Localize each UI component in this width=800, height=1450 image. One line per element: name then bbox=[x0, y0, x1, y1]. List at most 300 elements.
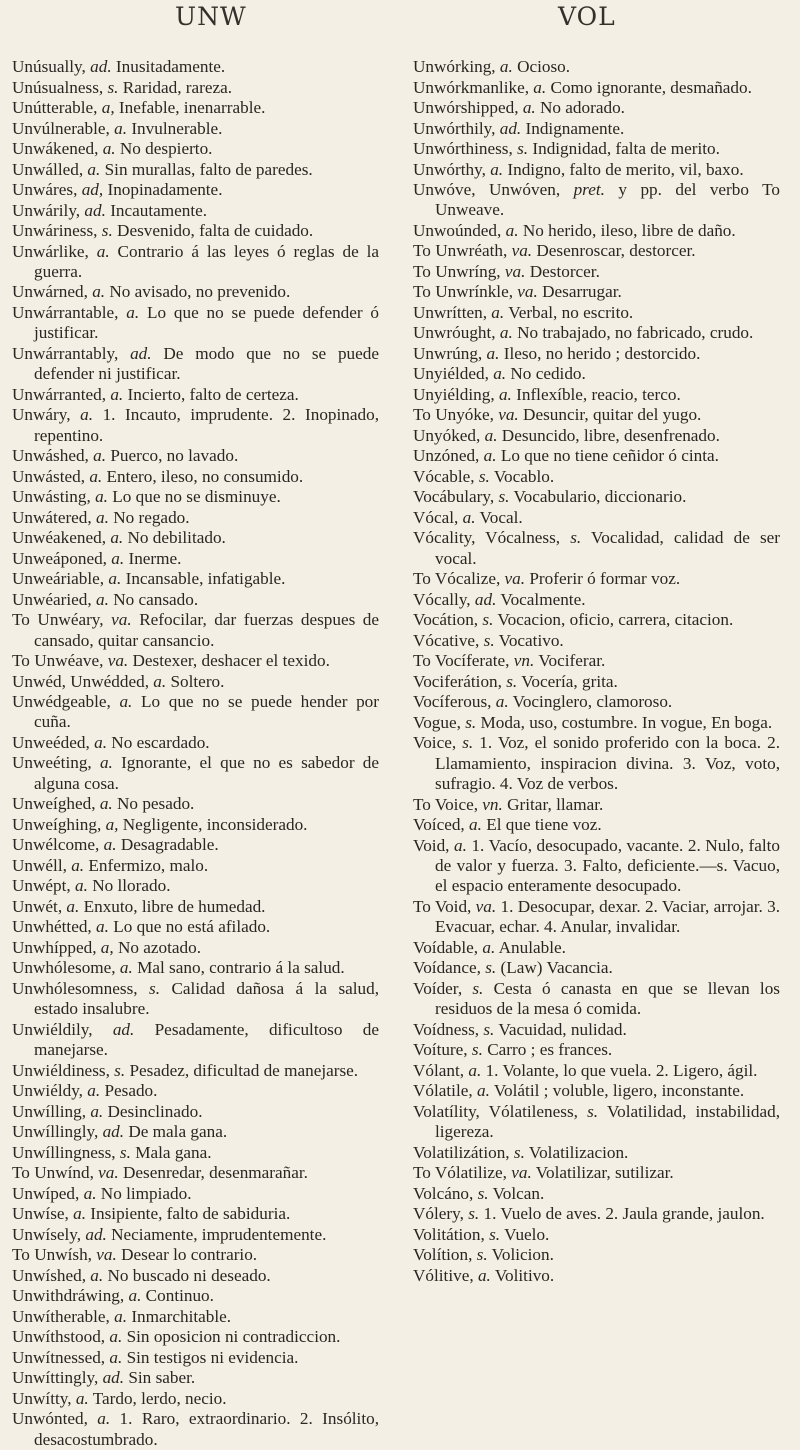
entry-part-of-speech: a. bbox=[495, 692, 509, 712]
entry-part-of-speech: a. bbox=[126, 302, 140, 322]
entry-definition: No escardado. bbox=[111, 732, 210, 752]
entry-part-of-speech: a. bbox=[102, 139, 116, 158]
dictionary-entry bbox=[12, 1245, 379, 1265]
entry-part-of-speech: a. bbox=[93, 446, 107, 466]
entry-definition: Vacuidad, nulidad. bbox=[498, 1019, 627, 1039]
entry-headword: Voídable, bbox=[413, 937, 479, 957]
entry-headword: Unwásting, bbox=[12, 487, 91, 507]
entry-headword: Unwélcome, bbox=[12, 835, 100, 855]
entry-part-of-speech: a. bbox=[477, 1265, 491, 1285]
entry-part-of-speech: a. bbox=[476, 1081, 490, 1101]
dictionary-entry bbox=[12, 1102, 379, 1122]
entry-headword: Vócally, bbox=[413, 589, 471, 609]
entry-definition: Volatilidad, instabilidad, ligereza. bbox=[435, 1101, 781, 1142]
entry-headword: Unútterable, bbox=[12, 98, 98, 117]
dictionary-entry bbox=[413, 590, 780, 610]
entry-headword: Unúsualness, bbox=[12, 77, 104, 97]
entry-headword: Unwónted, bbox=[12, 1409, 88, 1429]
dictionary-entry bbox=[12, 1143, 379, 1163]
entry-definition: Vocabulario, diccionario. bbox=[513, 487, 687, 507]
dictionary-entry bbox=[12, 1286, 379, 1306]
entry-headword: Unweíghed, bbox=[12, 794, 96, 814]
entry-part-of-speech: a. bbox=[83, 1183, 97, 1203]
dictionary-entry bbox=[12, 160, 379, 180]
entry-headword: Volatilizátion, bbox=[413, 1142, 510, 1162]
dictionary-entry bbox=[12, 528, 379, 548]
entry-part-of-speech: va. bbox=[504, 261, 526, 281]
entry-definition: Verbal, no escrito. bbox=[508, 302, 634, 322]
entry-definition: No avisado, no prevenido. bbox=[109, 282, 291, 302]
entry-headword: Vólant, bbox=[413, 1060, 465, 1080]
entry-part-of-speech: ad. bbox=[84, 200, 106, 220]
entry-headword: Unwrítten, bbox=[413, 302, 487, 322]
entry-headword: Unwhólesomness, bbox=[12, 978, 138, 998]
entry-part-of-speech: a. bbox=[468, 1060, 482, 1080]
entry-headword: Volítion, bbox=[413, 1245, 473, 1265]
entry-definition: Volicion. bbox=[491, 1245, 554, 1265]
entry-headword: To Unwéave, bbox=[12, 651, 104, 671]
dictionary-entry bbox=[413, 119, 780, 139]
entry-headword: Unwéd, Unwédded, bbox=[12, 671, 149, 691]
entry-definition: Lo que no se disminuye. bbox=[112, 487, 281, 507]
dictionary-entry bbox=[413, 1040, 780, 1060]
entry-headword: Unwíllingness, bbox=[12, 1142, 116, 1162]
entry-definition: Lo que no tiene ceñidor ó cinta. bbox=[500, 446, 719, 466]
entry-part-of-speech: va. bbox=[511, 1163, 532, 1183]
dictionary-entry bbox=[413, 672, 780, 692]
entry-part-of-speech: s. bbox=[477, 1183, 489, 1203]
entry-headword: Unyóked, bbox=[413, 425, 481, 445]
dictionary-entry bbox=[413, 221, 780, 241]
entry-part-of-speech: a. bbox=[75, 1388, 89, 1408]
entry-definition: Enfermizo, malo. bbox=[88, 855, 209, 875]
entry-part-of-speech: ad. bbox=[85, 1224, 107, 1244]
entry-part-of-speech: va. bbox=[107, 651, 129, 671]
entry-part-of-speech: a. bbox=[114, 1306, 128, 1326]
entry-definition: Entero, ileso, no consumido. bbox=[106, 466, 304, 486]
entry-definition: El que tiene voz. bbox=[486, 815, 602, 835]
dictionary-entry bbox=[12, 508, 379, 528]
dictionary-entry bbox=[413, 1266, 780, 1286]
entry-definition: Contrario á las leyes ó reglas de la guerra. bbox=[34, 241, 380, 281]
entry-definition: No cedido. bbox=[510, 364, 586, 384]
entry-definition: Neciamente, imprudentemente. bbox=[111, 1224, 327, 1244]
dictionary-entry bbox=[12, 282, 379, 302]
entry-headword: Vólitive, bbox=[413, 1265, 474, 1285]
entry-part-of-speech: s. bbox=[517, 139, 529, 158]
entry-definition: Indignidad, falta de merito. bbox=[532, 139, 720, 158]
entry-part-of-speech: s. bbox=[462, 733, 474, 753]
entry-headword: Unwróught, bbox=[413, 323, 496, 343]
entry-headword: Unwhípped, bbox=[12, 937, 97, 957]
entry-part-of-speech: a. bbox=[87, 1081, 101, 1101]
entry-headword: Unwárrantably, bbox=[12, 343, 119, 363]
entry-headword: Unwéakened, bbox=[12, 528, 107, 548]
dictionary-entry bbox=[413, 815, 780, 835]
entry-part-of-speech: s. bbox=[483, 1019, 495, 1039]
entry-definition: Lo que no se puede defender ó justificar. bbox=[34, 302, 380, 343]
entry-part-of-speech: vn. bbox=[513, 651, 535, 671]
entry-headword: Unwásted, bbox=[12, 466, 86, 486]
entry-definition: Vuelo. bbox=[504, 1224, 550, 1244]
entry-part-of-speech: ad, bbox=[81, 180, 104, 199]
entry-part-of-speech: s. bbox=[506, 671, 518, 691]
entry-definition: Destexer, deshacer el texido. bbox=[132, 651, 330, 671]
entry-headword: To Vócalize, bbox=[413, 569, 501, 589]
dictionary-entry bbox=[12, 139, 379, 159]
entry-part-of-speech: a. bbox=[90, 1101, 104, 1121]
entry-definition: Vociferar. bbox=[538, 651, 606, 671]
entry-part-of-speech: ad. bbox=[90, 57, 112, 76]
entry-definition: Calidad dañosa á la salud, estado insalubre. bbox=[34, 978, 380, 1019]
dictionary-entry bbox=[413, 733, 780, 794]
dictionary-entry bbox=[12, 303, 379, 344]
entry-definition: Sin testigos ni evidencia. bbox=[126, 1347, 299, 1367]
entry-headword: Unzóned, bbox=[413, 446, 480, 466]
entry-definition: Enxuto, libre de humedad. bbox=[83, 896, 266, 916]
entry-headword: Void, bbox=[413, 835, 450, 855]
entry-part-of-speech: s. bbox=[114, 1060, 126, 1080]
entry-headword: Vocíferous, bbox=[413, 692, 492, 712]
dictionary-entry bbox=[413, 282, 780, 302]
dictionary-entry bbox=[12, 897, 379, 917]
entry-definition: Carro ; es frances. bbox=[487, 1040, 613, 1060]
dictionary-entry bbox=[413, 446, 780, 466]
entry-part-of-speech: va. bbox=[504, 569, 526, 589]
entry-definition: No trabajado, no fabricado, crudo. bbox=[517, 323, 754, 343]
entry-part-of-speech: s. bbox=[119, 1142, 131, 1162]
entry-definition: 1. Vacío, desocupado, vacante. 2. Nulo, falto de valor y fuerza. 3. Falto, deficiente.—s. Vacuo, el espacio enteramente desocupado. bbox=[435, 835, 780, 896]
dictionary-entry bbox=[413, 1020, 780, 1040]
dictionary-entry bbox=[12, 1225, 379, 1245]
entry-part-of-speech: a. bbox=[73, 1204, 86, 1224]
entry-definition: Sin oposicion ni contradiccion. bbox=[126, 1327, 341, 1347]
dictionary-entry bbox=[413, 1204, 780, 1224]
entry-headword: Unwoúnded, bbox=[413, 220, 502, 240]
entry-headword: Vócative, bbox=[413, 630, 480, 650]
entry-headword: Unweéded, bbox=[12, 732, 90, 752]
entry-definition: Vocinglero, clamoroso. bbox=[512, 692, 673, 712]
entry-definition: Inflexíble, reacio, terco. bbox=[516, 384, 681, 404]
dictionary-entry bbox=[12, 1204, 379, 1224]
entry-headword: To Vocíferate, bbox=[413, 651, 510, 671]
entry-headword: Voídness, bbox=[413, 1019, 480, 1039]
entry-part-of-speech: ad. bbox=[499, 118, 522, 138]
entry-part-of-speech: a. bbox=[128, 1286, 142, 1306]
entry-part-of-speech: a. bbox=[119, 958, 133, 978]
entry-definition: Volitivo. bbox=[494, 1265, 555, 1285]
entry-headword: Unwéll, bbox=[12, 855, 67, 875]
entry-part-of-speech: a. bbox=[499, 57, 513, 76]
entry-definition: Proferir ó formar voz. bbox=[529, 569, 681, 589]
entry-headword: To Unwísh, bbox=[12, 1245, 92, 1265]
entry-headword: Unwáres, bbox=[12, 180, 78, 199]
entry-headword: Vócal, bbox=[413, 507, 459, 527]
entry-headword: Unwéaried, bbox=[12, 589, 92, 609]
entry-definition: Tardo, lerdo, necio. bbox=[92, 1388, 227, 1408]
entry-definition: Ocioso. bbox=[517, 57, 571, 76]
entry-part-of-speech: ad. bbox=[130, 343, 152, 363]
entry-definition: No herido, ileso, libre de daño. bbox=[522, 220, 736, 240]
dictionary-entry bbox=[12, 385, 379, 405]
dictionary-entry bbox=[12, 467, 379, 487]
entry-headword: Unweíghing, bbox=[12, 814, 102, 834]
entry-headword: Vócable, bbox=[413, 466, 475, 486]
entry-definition: Inusitadamente. bbox=[115, 57, 226, 76]
page-header bbox=[0, 2, 800, 52]
right-column bbox=[413, 57, 780, 1286]
left-column bbox=[12, 57, 379, 1450]
entry-part-of-speech: ad. bbox=[102, 1122, 125, 1142]
dictionary-entry bbox=[12, 917, 379, 937]
entry-headword: Unwárrantable, bbox=[12, 302, 119, 322]
dictionary-entry bbox=[413, 651, 780, 671]
entry-part-of-speech: s. bbox=[472, 978, 484, 998]
entry-definition: No debilitado. bbox=[127, 528, 226, 548]
dictionary-entry bbox=[413, 57, 780, 77]
entry-headword: Unweáriable, bbox=[12, 569, 105, 589]
entry-part-of-speech: vn. bbox=[482, 794, 503, 814]
entry-headword: Vocátion, bbox=[413, 610, 479, 630]
dictionary-entry bbox=[12, 958, 379, 978]
entry-part-of-speech: a. bbox=[94, 732, 107, 752]
entry-part-of-speech: s. bbox=[107, 77, 119, 97]
entry-part-of-speech: a. bbox=[103, 835, 117, 855]
entry-headword: Unwóve, Unwóven, bbox=[413, 180, 561, 199]
entry-definition: 1. Raro, extraordinario. 2. Insólito, desacostumbrado. bbox=[34, 1409, 379, 1449]
dictionary-entry bbox=[12, 753, 379, 794]
dictionary-entry bbox=[12, 1307, 379, 1327]
entry-part-of-speech: a. bbox=[505, 220, 519, 240]
entry-definition: 1. Vuelo de aves. 2. Jaula grande, jaulon. bbox=[483, 1204, 765, 1224]
entry-headword: Unwíttingly, bbox=[12, 1368, 99, 1388]
entry-headword: Unwálled, bbox=[12, 159, 84, 179]
entry-definition: Como ignorante, desmañado. bbox=[550, 77, 752, 97]
entry-part-of-speech: a. bbox=[490, 159, 504, 179]
entry-part-of-speech: ad. bbox=[112, 1019, 135, 1039]
dictionary-entry bbox=[12, 1081, 379, 1101]
entry-headword: Unwítty, bbox=[12, 1388, 72, 1408]
entry-part-of-speech: a. bbox=[533, 77, 547, 97]
entry-headword: Vócality, Vócalness, bbox=[413, 528, 561, 548]
dictionary-entry bbox=[413, 1225, 780, 1245]
entry-definition: De modo que no se puede defender ni justificar. bbox=[34, 343, 379, 384]
entry-part-of-speech: ad. bbox=[474, 589, 497, 609]
entry-definition: Sin saber. bbox=[128, 1368, 196, 1388]
entry-headword: Vociferátion, bbox=[413, 671, 502, 691]
entry-part-of-speech: s. bbox=[468, 1204, 480, 1224]
entry-definition: No despierto. bbox=[119, 139, 213, 158]
entry-definition: 1. Desocupar, dexar. 2. Vaciar, arrojar. 3. Evacuar, echar. 4. Anular, invalidar. bbox=[435, 896, 781, 937]
entry-definition: Desenroscar, destorcer. bbox=[536, 241, 696, 261]
dictionary-entry bbox=[12, 78, 379, 98]
dictionary-entry bbox=[413, 569, 780, 589]
entry-part-of-speech: a. bbox=[109, 1327, 123, 1347]
entry-part-of-speech: a. bbox=[119, 692, 133, 712]
entry-part-of-speech: s. bbox=[570, 528, 582, 548]
dictionary-entry bbox=[12, 1163, 379, 1183]
entry-headword: Unweáponed, bbox=[12, 548, 107, 568]
entry-definition: No regado. bbox=[113, 507, 190, 527]
dictionary-entry bbox=[413, 692, 780, 712]
entry-definition: Volatilizar, sutilizar. bbox=[535, 1163, 674, 1183]
entry-definition: No adorado. bbox=[540, 98, 625, 117]
entry-part-of-speech: pret. bbox=[573, 180, 605, 199]
entry-part-of-speech: s. bbox=[483, 630, 495, 650]
entry-definition: Desuncido, libre, desenfrenado. bbox=[501, 425, 720, 445]
dictionary-entry bbox=[12, 446, 379, 466]
entry-headword: Unvúlnerable, bbox=[12, 118, 110, 138]
dictionary-entry bbox=[413, 610, 780, 630]
entry-definition: Desvenido, falta de cuidado. bbox=[117, 221, 314, 240]
entry-part-of-speech: va. bbox=[475, 896, 497, 916]
entry-definition: Pesado. bbox=[104, 1081, 158, 1101]
dictionary-entry bbox=[12, 180, 379, 200]
entry-part-of-speech: a. bbox=[499, 323, 513, 343]
entry-definition: Volcan. bbox=[492, 1183, 545, 1203]
dictionary-entry bbox=[413, 1061, 780, 1081]
entry-part-of-speech: a. bbox=[482, 937, 496, 957]
header-left-guideword: UNW bbox=[175, 2, 247, 31]
dictionary-entry bbox=[413, 323, 780, 343]
entry-headword: Unwítnessed, bbox=[12, 1347, 106, 1367]
dictionary-entry bbox=[12, 1327, 379, 1347]
dictionary-entry bbox=[12, 242, 379, 283]
entry-definition: Vocalmente. bbox=[500, 589, 586, 609]
entry-headword: To Unyóke, bbox=[413, 405, 494, 425]
entry-headword: Unúsually, bbox=[12, 57, 86, 76]
entry-headword: To Void, bbox=[413, 896, 472, 916]
entry-definition: Gritar, llamar. bbox=[507, 794, 604, 814]
entry-definition: (Law) Vacancia. bbox=[500, 958, 613, 978]
entry-headword: Unwórthiness, bbox=[413, 139, 513, 158]
entry-part-of-speech: a. bbox=[96, 917, 109, 937]
entry-definition: Inmarchitable. bbox=[131, 1306, 232, 1326]
entry-part-of-speech: s. bbox=[149, 978, 161, 998]
entry-headword: Volitátion, bbox=[413, 1224, 485, 1244]
entry-headword: Unweéting, bbox=[12, 753, 92, 773]
entry-definition: Incautamente. bbox=[110, 200, 208, 220]
entry-part-of-speech: a. bbox=[114, 118, 128, 138]
entry-part-of-speech: a. bbox=[491, 302, 505, 322]
dictionary-entry bbox=[413, 897, 780, 938]
dictionary-entry bbox=[12, 119, 379, 139]
entry-definition: Vocacion, oficio, carrera, citacion. bbox=[497, 610, 734, 630]
dictionary-entry bbox=[413, 528, 780, 569]
entry-part-of-speech: a. bbox=[96, 589, 109, 609]
entry-definition: Vocal. bbox=[479, 507, 523, 527]
entry-definition: Mal sano, contrario á la salud. bbox=[137, 958, 345, 978]
entry-headword: Unwárranted, bbox=[12, 384, 107, 404]
entry-headword: Unwárlike, bbox=[12, 241, 89, 261]
dictionary-entry bbox=[12, 569, 379, 589]
entry-headword: Volcáno, bbox=[413, 1183, 474, 1203]
entry-headword: Unwárned, bbox=[12, 282, 88, 302]
entry-part-of-speech: a. bbox=[99, 753, 113, 773]
entry-headword: Unwáry, bbox=[12, 405, 71, 425]
dictionary-entry bbox=[12, 794, 379, 814]
entry-headword: Unwórkmanlike, bbox=[413, 77, 529, 97]
dictionary-entry bbox=[12, 1389, 379, 1409]
entry-headword: Unwáriness, bbox=[12, 221, 98, 240]
dictionary-entry bbox=[413, 487, 780, 507]
entry-headword: Voíced, bbox=[413, 815, 465, 835]
entry-part-of-speech: s. bbox=[482, 610, 494, 630]
dictionary-entry bbox=[413, 1184, 780, 1204]
entry-part-of-speech: a, bbox=[100, 937, 114, 957]
entry-headword: Unwítherable, bbox=[12, 1306, 110, 1326]
entry-part-of-speech: a. bbox=[108, 569, 122, 589]
entry-headword: Unwórshipped, bbox=[413, 98, 519, 117]
entry-headword: Vogue, bbox=[413, 712, 461, 732]
entry-headword: Unwíllingly, bbox=[12, 1122, 99, 1142]
entry-definition: Lo que no se puede hender por cuña. bbox=[34, 692, 380, 732]
entry-definition: Vocablo. bbox=[493, 466, 555, 486]
dictionary-entry bbox=[12, 1122, 379, 1142]
entry-headword: Vocábulary, bbox=[413, 487, 495, 507]
entry-part-of-speech: a. bbox=[87, 159, 101, 179]
entry-headword: To Vólatilize, bbox=[413, 1163, 507, 1183]
dictionary-entry bbox=[12, 1061, 379, 1081]
dictionary-entry bbox=[413, 713, 780, 733]
dictionary-entry bbox=[12, 98, 379, 118]
entry-headword: Vólatile, bbox=[413, 1081, 473, 1101]
entry-part-of-speech: s. bbox=[478, 466, 490, 486]
entry-headword: Unwátered, bbox=[12, 507, 92, 527]
entry-definition: Mala gana. bbox=[135, 1142, 212, 1162]
entry-definition: 1. Incauto, imprudente. 2. Inopinado, repentino. bbox=[34, 405, 379, 445]
dictionary-entry bbox=[12, 672, 379, 692]
entry-definition: Anulable. bbox=[498, 937, 566, 957]
dictionary-entry bbox=[413, 344, 780, 364]
entry-definition: No limpiado. bbox=[100, 1183, 192, 1203]
entry-definition: Invulnerable. bbox=[131, 118, 223, 138]
entry-part-of-speech: a. bbox=[99, 794, 113, 814]
entry-part-of-speech: a. bbox=[153, 671, 167, 691]
entry-part-of-speech: s. bbox=[498, 487, 510, 507]
entry-part-of-speech: a. bbox=[71, 855, 85, 875]
entry-headword: Vólery, bbox=[413, 1204, 464, 1224]
entry-definition: Ileso, no herido ; destorcido. bbox=[503, 343, 701, 363]
dictionary-entry bbox=[413, 1245, 780, 1265]
entry-headword: To Unwínd, bbox=[12, 1163, 94, 1183]
entry-headword: Unwáshed, bbox=[12, 446, 89, 466]
entry-part-of-speech: a. bbox=[110, 528, 124, 548]
dictionary-entry bbox=[413, 631, 780, 651]
entry-definition: Pesadamente, dificultoso de manejarse. bbox=[34, 1019, 380, 1060]
entry-definition: Negligente, inconsiderado. bbox=[122, 814, 308, 834]
dictionary-entry bbox=[413, 958, 780, 978]
entry-definition: Destorcer. bbox=[529, 261, 600, 281]
entry-part-of-speech: a, bbox=[101, 98, 115, 117]
entry-definition: Continuo. bbox=[145, 1286, 214, 1306]
dictionary-entry bbox=[413, 78, 780, 98]
entry-definition: 1. Volante, lo que vuela. 2. Ligero, ágil. bbox=[485, 1060, 758, 1080]
entry-definition: Volatilizacion. bbox=[528, 1142, 629, 1162]
entry-part-of-speech: a. bbox=[95, 487, 108, 507]
entry-definition: Inerme. bbox=[128, 548, 182, 568]
dictionary-entry bbox=[12, 1409, 379, 1450]
dictionary-entry bbox=[413, 98, 780, 118]
entry-part-of-speech: s. bbox=[101, 221, 113, 240]
dictionary-entry bbox=[413, 303, 780, 323]
dictionary-entry bbox=[12, 405, 379, 446]
entry-definition: Vocalidad, calidad de ser vocal. bbox=[435, 528, 780, 568]
dictionary-entry bbox=[12, 876, 379, 896]
entry-definition: Indignamente. bbox=[525, 118, 625, 138]
entry-part-of-speech: va. bbox=[96, 1245, 117, 1265]
entry-headword: To Unwrínkle, bbox=[413, 282, 513, 302]
